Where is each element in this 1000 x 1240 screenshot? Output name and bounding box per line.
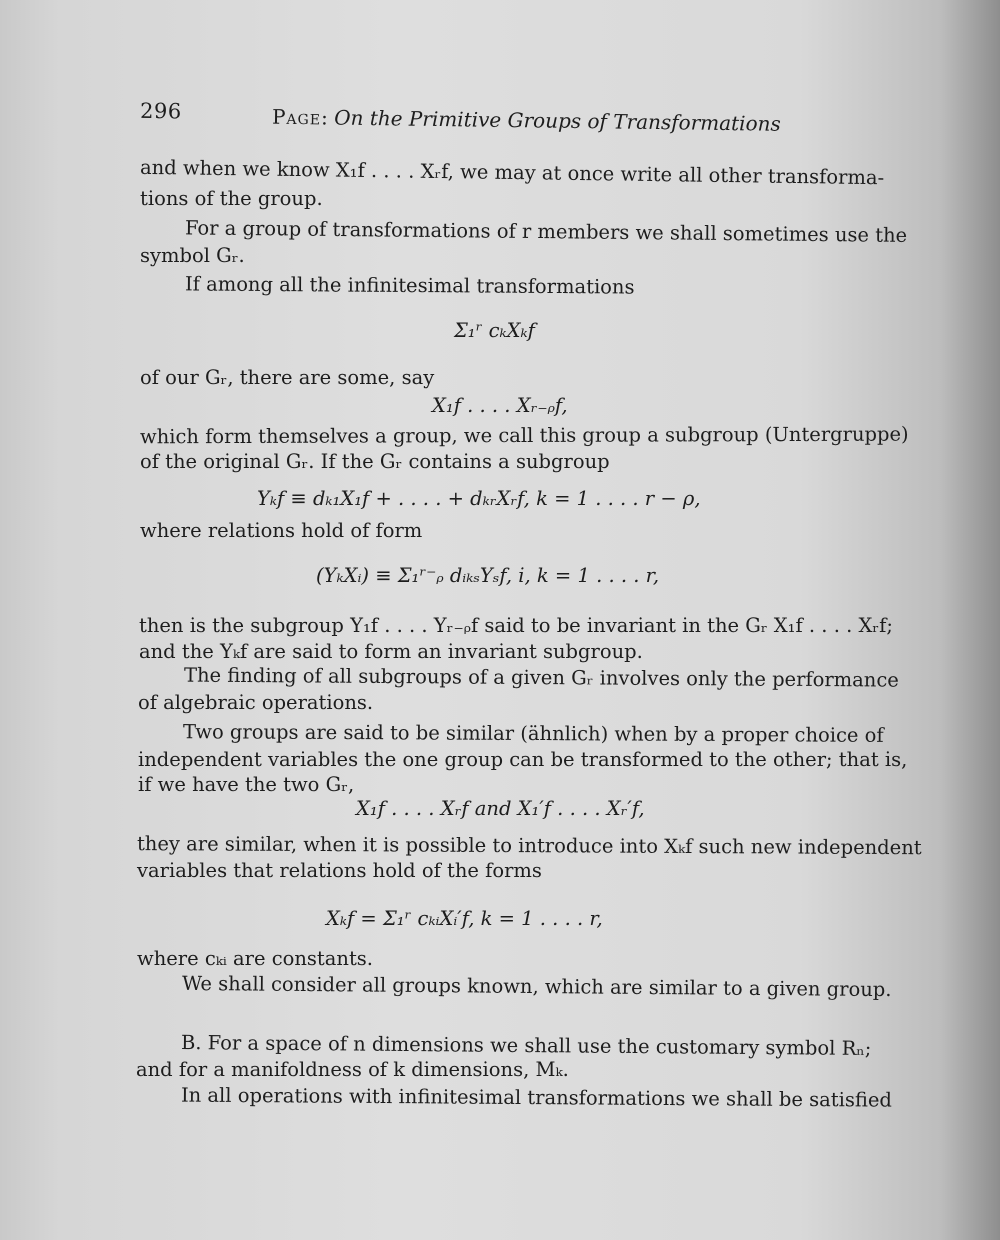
text-line-p9-1: Two groups are said to be similar (ähnlich) when by a proper choice of: [182, 720, 884, 747]
equation-1: [454, 320, 535, 342]
text-line-p7-1: then is the subgroup Y₁f . . . . Yᵣ₋ᵨf said to be invariant in the Gᵣ X₁f . . . . Xᵣf;: [139, 614, 893, 637]
header-title: On the Primitive Groups of Transformations: [333, 105, 781, 136]
text-line-p10-1: they are similar, when it is possible to introduce into Xₖf such new independent: [136, 832, 922, 860]
text-line-p2-2: symbol Gᵣ.: [140, 244, 245, 267]
text-line-p10-2: variables that relations hold of the forms: [137, 859, 542, 882]
header-title-line: [272, 105, 781, 136]
page-number: 296: [139, 98, 182, 124]
equation-3: Yₖf ≡ dₖ₁X₁f + . . . . + dₖᵣXᵣf, k = 1 . . . . r − ρ,: [257, 487, 701, 510]
text-line-p5-1: which form themselves a group, we call this group a subgroup (Untergruppe): [139, 422, 909, 449]
text-line-p1-2: tions of the group.: [140, 187, 323, 210]
text-line-p11-1: where cₖᵢ are constants.: [137, 947, 373, 970]
text-line-p13-1: B. For a space of n dimensions we shall use the customary symbol Rₙ;: [180, 1030, 872, 1061]
text-line-p14-1: In all operations with infinitesimal transformations we shall be satisfied: [180, 1083, 892, 1112]
text-line-p13-2: and for a manifoldness of k dimensions, Mₖ.: [136, 1058, 569, 1081]
text-line-p12-1: We shall consider all groups known, which are similar to a given group.: [181, 971, 892, 1002]
equation-6: Xₖf = Σ₁ʳ cₖᵢXᵢ′f, k = 1 . . . . r,: [326, 907, 603, 930]
text-line-p8-1: The finding of all subgroups of a given Gᵣ involves only the performance: [183, 663, 899, 692]
equation-2: X₁f . . . . Xᵣ₋ᵨf,: [432, 394, 568, 417]
text-line-p5-2: of the original Gᵣ. If the Gᵣ contains a subgroup: [140, 450, 610, 473]
running-header: [140, 99, 880, 149]
equation-1-text: Σ₁ʳ cₖXₖf: [454, 319, 535, 342]
text-line-p6-1: where relations hold of form: [140, 519, 423, 542]
header-author: Page: [271, 104, 322, 130]
header-separator: :: [320, 105, 328, 130]
equation-4: (YₖXᵢ) ≡ Σ₁ʳ⁻ᵨ dᵢₖₛYₛf, i, k = 1 . . . . r,: [316, 564, 660, 587]
text-line-p9-3: if we have the two Gᵣ,: [138, 773, 355, 796]
text-line-p3-1: If among all the infinitesimal transformations: [184, 272, 635, 299]
text-line-p1-1: and when we know X₁f . . . . Xᵣf, we may at once write all other transforma-: [139, 155, 885, 190]
text-line-p8-2: of algebraic operations.: [138, 691, 374, 714]
equation-5: X₁f . . . . Xᵣf and X₁′f . . . . Xᵣ′f,: [356, 797, 645, 820]
text-line-p9-2: independent variables the one group can be transformed to the other; that is,: [138, 748, 908, 771]
text-line-p4-1: of our Gᵣ, there are some, say: [140, 366, 435, 389]
text-line-p2-1: For a group of transformations of r members we shall sometimes use the: [184, 216, 908, 247]
text-line-p7-2: and the Yₖf are said to form an invariant subgroup.: [139, 640, 643, 663]
